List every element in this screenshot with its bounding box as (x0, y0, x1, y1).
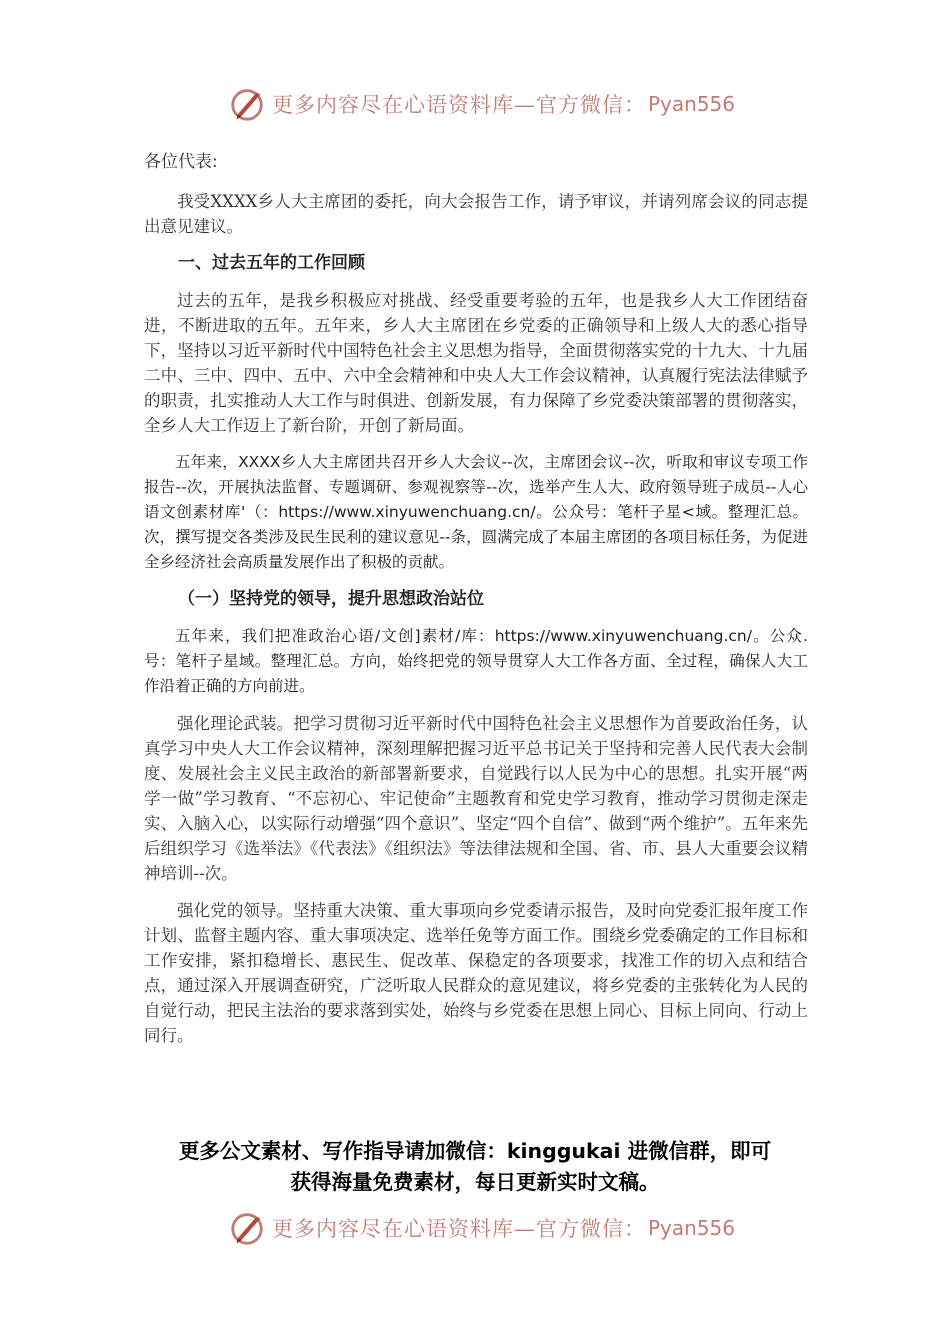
pen-logo-icon (228, 85, 266, 123)
leadership-paragraph: 五年来，我们把准政治心语/文创]素材/库：https://www.xinyuwenchuang.cn/。公众.号：笔杆子星域。整理汇总。方向，始终把党的领导贯穿人大工作各方面、全过程，确保人大工作沿着正确的方向前进。 (144, 627, 808, 695)
watermark-footer (228, 1208, 735, 1248)
watermark-handle: Pyan556 (648, 92, 736, 116)
watermark-text: 更多内容尽在心语资料库—官方微信： (272, 93, 646, 117)
promo-note (120, 1136, 830, 1198)
report-body (144, 150, 808, 1060)
pen-logo-icon (228, 1209, 266, 1247)
salutation: 各位代表: (144, 152, 218, 172)
subsection-heading: （一）坚持党的领导，提升思想政治站位 (178, 589, 484, 609)
watermark-text: 更多内容尽在心语资料库—官方微信： (272, 1217, 646, 1241)
review-paragraph: 过去的五年，是我乡积极应对挑战、经受重要考验的五年，也是我乡人大工作团结奋进，不断进取的五年。五年来，乡人大主席团在乡党委的正确领导和上级人大的悉心指导下，坚持以习近平新时代中国特色社会主义思想为指导，全面贯彻落实党的十九大、十九届二中、三中、四中、五中、六中全会精神和中央人大工作会议精神，认真履行宪法法律赋予的职责，扎实推动人大工作与时俱进、创新发展，有力保障了乡党委决策部署的贯彻落实，全乡人大工作迈上了新台阶，开创了新局面。 (144, 291, 808, 435)
promo-note-line2: 获得海量免费素材，每日更新实时文稿。 (290, 1170, 660, 1194)
statistics-paragraph: 五年来，XXXX乡人大主席团共召开乡人大会议--次，主席团会议--次，听取和审议专项工作报告--次，开展执法监督、专题调研、参观视察等--次，选举产生人大、政府领导班子成员--人心语文创素材库'（：https://www.xinyuwenchuang.cn/。公众号：笔杆子星<域。整理汇总。次，撰写提交各类涉及民生民利的建议意见--条，圆满完成了本届主席团的各项目标任务，为促进全乡经济社会高质量发展作出了积极的贡献。 (144, 453, 808, 571)
intro-paragraph: 我受XXXX乡人大主席团的委托，向大会报告工作，请予审议，并请列席会议的同志提出意见建议。 (144, 192, 808, 236)
section-heading: 一、过去五年的工作回顾 (178, 253, 365, 273)
theory-paragraph: 强化理论武装。把学习贯彻习近平新时代中国特色社会主义思想作为首要政治任务，认真学习中央人大工作会议精神，深刻理解把握习近平总书记关于坚持和完善人民代表大会制度、发展社会主义民主政治的新部署新要求，自觉践行以人民为中心的思想。扎实开展“两学一做”学习教育、“不忘初心、牢记使命”主题教育和党史学习教育，推动学习贯彻走深走实、入脑入心，以实际行动增强“四个意识”、坚定“四个自信”、做到“两个维护”。五年来先后组织学习《选举法》《代表法》《组织法》等法律法规和全国、省、市、县人大重要会议精神培训--次。 (144, 714, 808, 883)
watermark-header (228, 84, 735, 124)
watermark-handle: Pyan556 (648, 1216, 736, 1240)
promo-note-line1: 更多公文素材、写作指导请加微信：kinggukai 进微信群，即可 (178, 1139, 772, 1163)
party-leadership-paragraph: 强化党的领导。坚持重大决策、重大事项向乡党委请示报告，及时向党委汇报年度工作计划、监督主题内容、重大事项决定、选举任免等方面工作。围绕乡党委确定的工作目标和工作安排，紧扣稳增长、惠民生、促改革、保稳定的各项要求，找准工作的切入点和结合点，通过深入开展调查研究，广泛听取人民群众的意见建议，将乡党委的主张转化为人民的自觉行动，把民主法治的要求落到实处，始终与乡党委在思想上同心、目标上同向、行动上同行。 (144, 901, 808, 1045)
